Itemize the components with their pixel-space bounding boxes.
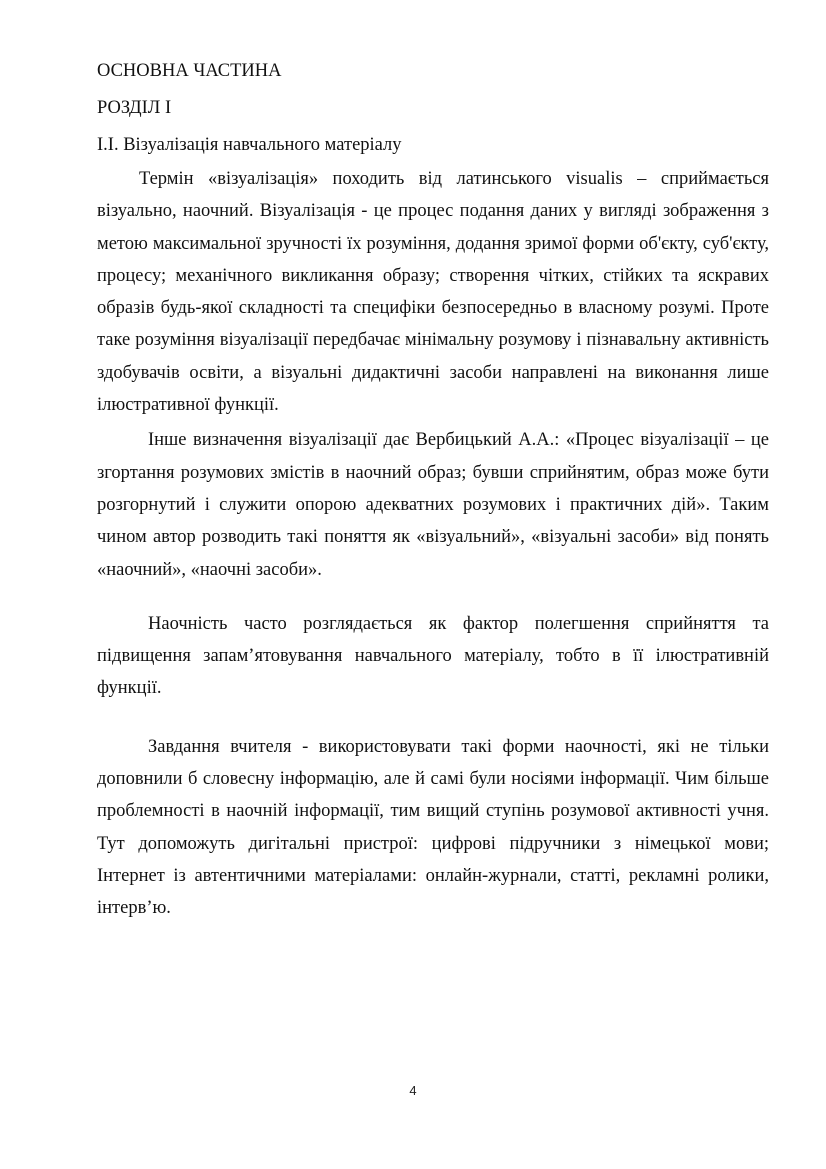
page-number: 4 (409, 1083, 417, 1098)
subsection-heading: І.І. Візуалізація навчального матеріалу (97, 135, 402, 155)
paragraph-visibility-factor: Наочність часто розглядається як фактор полегшення сприйняття та підвищення запам’ятовування навчального матеріалу, тобто в її ілюстративній функції. (97, 613, 769, 699)
section-heading: РОЗДІЛ І (97, 98, 172, 118)
paragraph-teacher-task: Завдання вчителя - використовувати такі форми наочності, які не тільки доповнили б словесну інформацію, але й самі були носіями інформації. Чим більше проблемності в наочній інформації, тим вищий ступінь розумової активності учня. Тут допоможуть дигітальні пристрої: цифрові підручники з німецької мови; Інтернет із автентичними матеріалами: онлайн-журнали, статті, рекламні ролики, інтерв’ю. (97, 736, 769, 919)
paragraph-visualization-term: Термін «візуалізація» походить від латинського visualis – сприймається візуально, наочний. Візуалізація - це процес подання даних у вигляді зображення з метою максимальної зручності їх розуміння, додання зримої форми об'єкту, суб'єкту, процесу; механічного викликання образу; створення чітких, стійких та яскравих образів будь-якої складності та специфіки безпосередньо в власному розумі. Проте таке розуміння візуалізації передбачає мінімальну розумову і пізнавальну активність здобувачів освіти, а візуальні дидактичні засоби направлені на виконання лише ілюстративної функції. (97, 169, 769, 416)
page-content (97, 56, 769, 925)
paragraph-verbitsky-definition: Інше визначення візуалізації дає Вербицький А.А.: «Процес візуалізації – це згортання розумових змістів в наочний образ; бувши сприйнятим, образ може бути розгорнутий і служити опорою адекватних розумових і практичних дій». Таким чином автор розводить такі поняття як «візуальний», «візуальні засоби» від понять «наочний», «наочні засоби». (97, 430, 769, 580)
main-heading: ОСНОВНА ЧАСТИНА (97, 61, 282, 81)
